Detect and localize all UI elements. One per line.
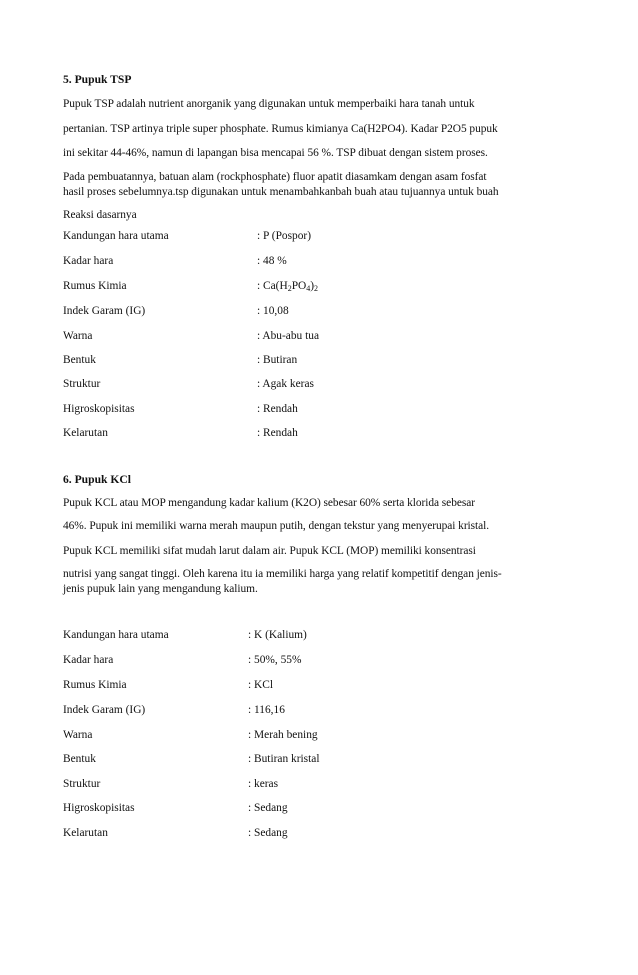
property-label: Higroskopisitas [63, 802, 135, 814]
paragraph-line: Pupuk KCL atau MOP mengandung kadar kalium (K2O) sebesar 60% serta klorida sebesar [63, 497, 475, 509]
property-label: Warna [63, 729, 93, 741]
property-row [63, 654, 583, 670]
property-value: : Sedang [248, 827, 288, 839]
property-value: : Rendah [257, 403, 298, 415]
property-label: Rumus Kimia [63, 280, 127, 292]
formula-value: : $Ca(H_2PO_4)_2$ [257, 280, 319, 293]
property-value: : K (Kalium) [248, 629, 307, 641]
paragraph-line: jenis pupuk lain yang mengandung kalium. [63, 583, 258, 595]
property-label: Indek Garam (IG) [63, 704, 146, 716]
property-row [63, 255, 583, 271]
property-value: : Sedang [248, 802, 288, 814]
property-value: : 50%, 55% [248, 654, 302, 666]
property-value: : Agak keras [257, 378, 314, 390]
property-label: Bentuk [63, 354, 96, 366]
section-title-kcl: 6. Pupuk KCl [63, 473, 131, 486]
property-row [63, 230, 583, 246]
property-label: Warna [63, 330, 93, 342]
property-row [63, 679, 583, 695]
paragraph-line: Pupuk KCL memiliki sifat mudah larut dalam air. Pupuk KCL (MOP) memiliki konsentrasi [63, 545, 476, 557]
property-row [63, 629, 583, 645]
property-label: Struktur [63, 778, 101, 790]
property-value: : 48 % [257, 255, 287, 267]
property-label: Kadar hara [63, 255, 114, 267]
property-label: Struktur [63, 378, 101, 390]
property-value: : P (Pospor) [257, 230, 312, 242]
property-label: Bentuk [63, 753, 96, 765]
property-row [63, 729, 583, 745]
property-label: Kandungan hara utama [63, 230, 169, 242]
property-row [63, 427, 583, 443]
property-row [63, 753, 583, 769]
property-value: : Butiran kristal [248, 753, 320, 765]
property-value: : KCl [248, 679, 274, 691]
property-value: : Butiran [257, 354, 298, 366]
property-label: Kelarutan [63, 827, 108, 839]
paragraph-line: nutrisi yang sangat tinggi. Oleh karena itu ia memiliki harga yang relatif kompetitif dengan jenis- [63, 568, 502, 580]
property-row [63, 827, 583, 843]
property-row [63, 403, 583, 419]
property-value: : keras [248, 778, 279, 790]
paragraph-line: Pupuk TSP adalah nutrient anorganik yang digunakan untuk memperbaiki hara tanah untuk [63, 98, 475, 110]
property-label: Indek Garam (IG) [63, 305, 146, 317]
property-row [63, 354, 583, 370]
property-label: Kadar hara [63, 654, 114, 666]
property-value: : 116,16 [248, 704, 285, 716]
property-label: Kandungan hara utama [63, 629, 169, 641]
property-value: : Abu-abu tua [257, 330, 320, 342]
property-value: : 10,08 [257, 305, 289, 317]
property-row [63, 305, 583, 321]
property-value: : Merah bening [248, 729, 318, 741]
paragraph-line: ini sekitar 44-46%, namun di lapangan bisa mencapai 56 %. TSP dibuat dengan sistem proses. [63, 147, 488, 159]
property-value: : Rendah [257, 427, 298, 439]
paragraph-line: hasil proses sebelumnya.tsp digunakan untuk menambahkanbah buah atau tujuannya untuk buah [63, 186, 499, 198]
property-row [63, 378, 583, 394]
property-label: Kelarutan [63, 427, 108, 439]
property-label: Higroskopisitas [63, 403, 135, 415]
property-row [63, 802, 583, 818]
property-row [63, 704, 583, 720]
property-row [63, 778, 583, 794]
paragraph-line: pertanian. TSP artinya triple super phosphate. Rumus kimianya Ca(H2PO4). Kadar P2O5 pupuk [63, 123, 498, 135]
paragraph-line: 46%. Pupuk ini memiliki warna merah maupun putih, dengan tekstur yang menyerupai kristal. [63, 520, 490, 532]
property-row [63, 330, 583, 346]
property-label: Rumus Kimia [63, 679, 127, 691]
section-title-tsp: 5. Pupuk TSP [63, 73, 132, 86]
property-row [63, 280, 583, 296]
paragraph-line: Pada pembuatannya, batuan alam (rockphosphate) fluor apatit diasamkam dengan asam fosfat [63, 171, 487, 183]
paragraph-line: Reaksi dasarnya [63, 209, 137, 221]
